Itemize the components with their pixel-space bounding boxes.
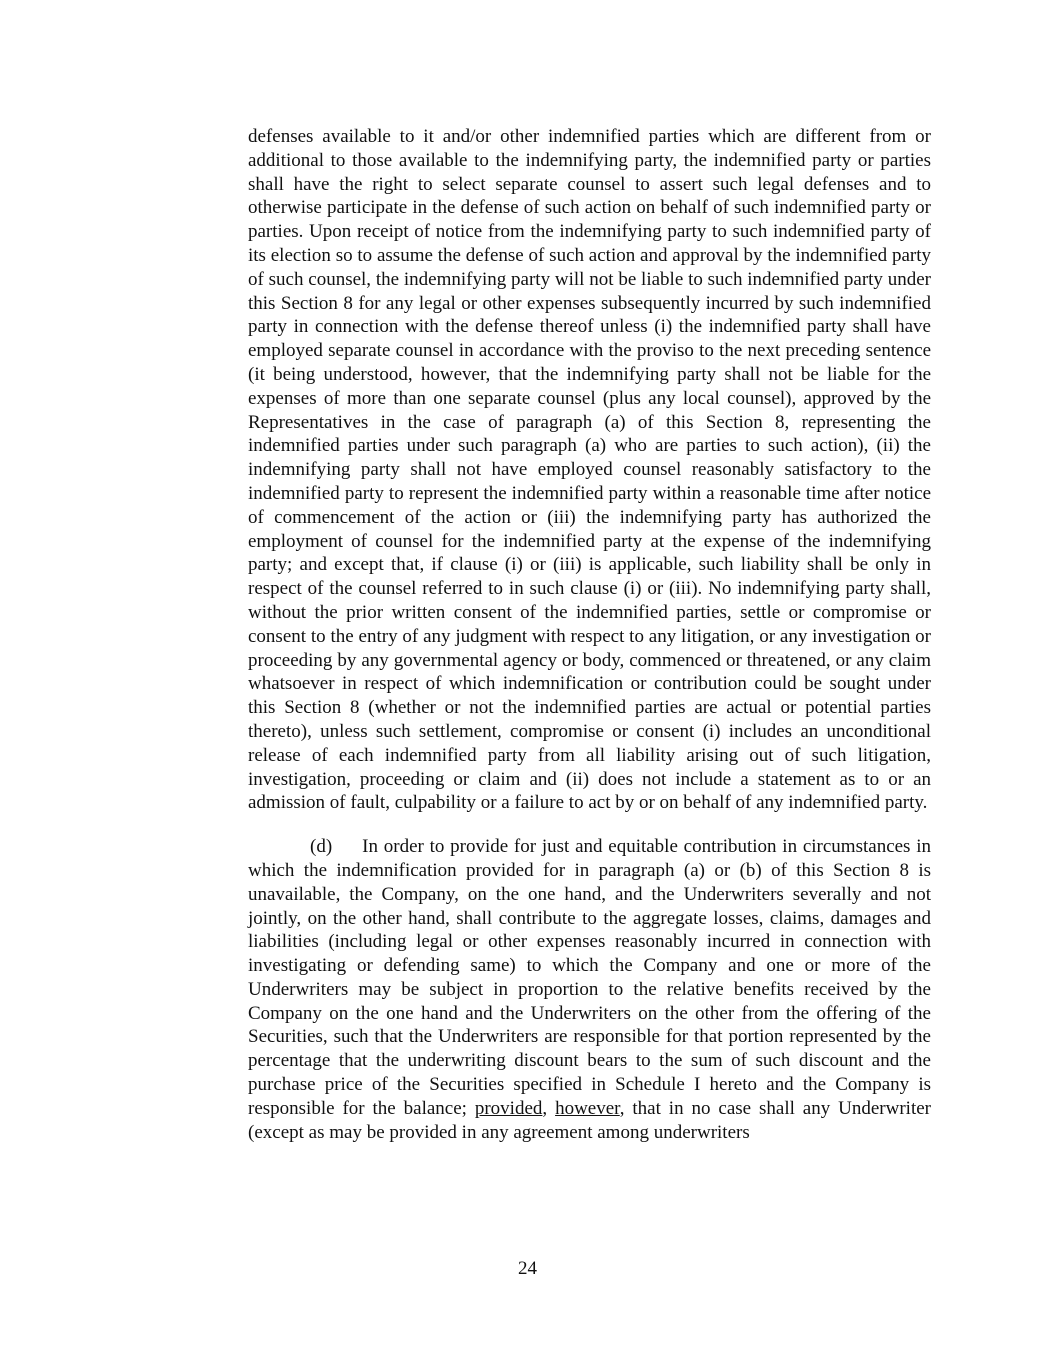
paragraph-d-text: In order to provide for just and equitable contribution in circumstances in which the indemnification provided for in paragraph (a) or (b) of this Section 8 is unavailable, the Company, on the one hand, and the Underwriters severally and not jointly, on the other hand, shall contribute to the aggregate losses, claims, damages and liabilities (including legal or other expenses reasonably incurred in connection with investigating or defending same) to which the Company and one or more of the Underwriters may be subject in proportion to the relative benefits received by the Company on the one hand and the Underwriters on the other from the offering of the Securities, such that the Underwriters are responsible for that portion represented by the percentage that the underwriting discount bears to the sum of such discount and the purchase price of the Securities specified in Schedule I hereto and the Company is responsible for the balance; (248, 836, 931, 1119)
paragraph-d-label: (d) (310, 836, 333, 858)
paragraph-c-continuation: defenses available to it and/or other indemnified parties which are different from or additional to those available to the indemnifying party, the indemnified party or parties shall have the right to select separate counsel to assert such legal defenses and to otherwise participate in the defense of such action on behalf of such indemnified party or parties. Upon receipt of notice from the indemnifying party to such indemnified party of its election so to assume the defense of such action and approval by the indemnified party of such counsel, the indemnifying party will not be liable to such indemnified party under this Section 8 for any legal or other expenses subsequently incurred by such indemnified party in connection with the defense thereof unless (i) the indemnified party shall have employed separate counsel in accordance with the proviso to the next preceding sentence (it being understood, however, that the indemnifying party shall not be liable for the expenses of more than one separate counsel (plus any local counsel), approved by the Representatives in the case of paragraph (a) of this Section 8, representing the indemnified parties under such paragraph (a) who are parties to such action), (ii) the indemnifying party shall not have employed counsel reasonably satisfactory to the indemnified party to represent the indemnified party within a reasonable time after notice of commencement of the action or (iii) the indemnifying party has authorized the employment of counsel for the indemnified party at the expense of the indemnifying party; and except that, if clause (i) or (iii) is applicable, such liability shall be only in respect of the counsel referred to in such clause (i) or (iii). No indemnifying party shall, without the prior written consent of the indemnified parties, settle or compromise or consent to the entry of any judgment with respect to any litigation, or any investigation or proceeding by any governmental agency or body, commenced or threatened, or any claim whatsoever in respect of which indemnification or contribution could be sought under this Section 8 (whether or not the indemnified parties are actual or potential parties thereto), unless such settlement, compromise or consent (i) includes an unconditional release of each indemnified party from all liability arising out of such litigation, investigation, proceeding or claim and (ii) does not include a statement as to or an admission of fault, culpability or a failure to act by or on behalf of any indemnified party. (248, 126, 931, 814)
page-number: 24 (518, 1258, 537, 1279)
paragraph-d (248, 835, 931, 1144)
paragraph-d-text-end: , that in no case shall any Underwriter (except as may be provided in any agreement among underwriters (248, 1097, 932, 1143)
document-page (248, 125, 931, 1144)
provided-underlined: provided (474, 1097, 543, 1119)
comma: , (542, 1097, 548, 1119)
however-underlined: however (555, 1097, 620, 1119)
